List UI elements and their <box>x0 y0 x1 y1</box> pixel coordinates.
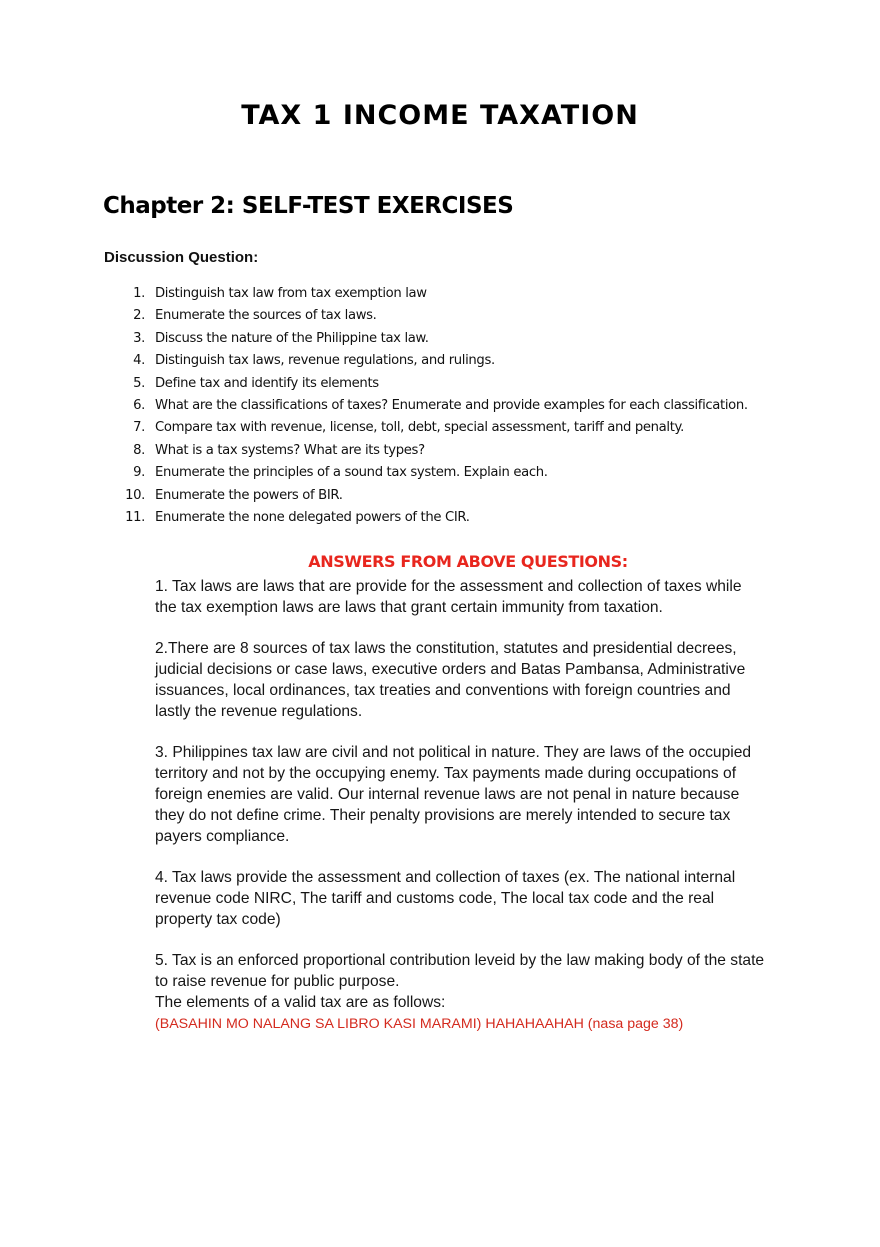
question-text: What is a tax systems? What are its types? <box>155 442 425 458</box>
question-text: Compare tax with revenue, license, toll, debt, special assessment, tariff and penalty. <box>155 420 684 436</box>
answer-paragraph: 4. Tax laws provide the assessment and collection of taxes (ex. The national internal revenue code NIRC, The tariff and customs code, The local tax code and the real property tax code) <box>155 869 736 928</box>
answers-heading: ANSWERS FROM ABOVE QUESTIONS: <box>308 552 628 571</box>
list-number: 11. <box>125 509 145 525</box>
list-item <box>115 305 748 327</box>
answer-paragraph: 5. Tax is an enforced proportional contribution leveid by the law making body of the state to raise revenue for public purpose. The elements of a valid tax are as follows: <box>155 952 765 1011</box>
list-number: 9. <box>133 465 145 481</box>
answer-paragraph: 1. Tax laws are laws that are provide for the assessment and collection of taxes while the tax exemption laws are laws that grant certain immunity from taxation. <box>155 578 742 616</box>
list-item <box>115 462 748 484</box>
list-number: 7. <box>133 420 145 436</box>
answer-paragraph: 3. Philippines tax law are civil and not political in nature. They are laws of the occupied territory and not by the occupying enemy. Tax payments made during occupations of foreign enemies are valid. Our internal revenue laws are not penal in nature because they do not define crime. Their penalty provisions are merely intended to secure tax payers compliance. <box>155 744 752 845</box>
question-text: Distinguish tax law from tax exemption law <box>155 286 427 301</box>
red-note: (BASAHIN MO NALANG SA LIBRO KASI MARAMI) HAHAHAAHAH (nasa page 38) <box>155 1015 684 1032</box>
list-number: 2. <box>133 308 145 324</box>
list-item <box>115 350 748 372</box>
list-item <box>115 328 748 350</box>
question-text: What are the classifications of taxes? Enumerate and provide examples for each classification. <box>155 397 748 413</box>
chapter-title: Chapter 2: SELF-TEST EXERCISES <box>103 193 514 219</box>
list-item <box>115 485 748 507</box>
list-number: 8. <box>133 442 145 458</box>
list-number: 5. <box>133 375 145 391</box>
list-number: 4. <box>133 353 145 369</box>
question-text: Enumerate the none delegated powers of the CIR. <box>155 509 470 525</box>
list-item <box>115 395 748 417</box>
list-item <box>115 440 748 462</box>
list-number: 10. <box>125 487 145 503</box>
answers-section <box>155 577 785 1035</box>
list-item <box>115 373 748 395</box>
question-text: Discuss the nature of the Philippine tax law. <box>155 330 429 346</box>
list-number: 3. <box>133 330 145 346</box>
question-text: Enumerate the principles of a sound tax system. Explain each. <box>155 465 548 481</box>
list-number: 6. <box>133 397 145 413</box>
question-text: Enumerate the powers of BIR. <box>155 487 343 503</box>
list-item <box>115 417 748 439</box>
list-item <box>115 283 748 305</box>
question-list <box>115 283 748 529</box>
answer-paragraph: 2.There are 8 sources of tax laws the constitution, statutes and presidential decrees, judicial decisions or case laws, executive orders and Batas Pambansa, Administrative issuances, local ordinances, tax treaties and conventions with foreign countries and lastly the revenue regulations. <box>155 640 746 720</box>
question-text: Distinguish tax laws, revenue regulations, and rulings. <box>155 353 495 369</box>
list-item <box>115 507 748 529</box>
question-text: Define tax and identify its elements <box>155 375 379 391</box>
question-text: Enumerate the sources of tax laws. <box>155 308 377 324</box>
list-number: 1. <box>133 286 145 301</box>
document-title: TAX 1 INCOME TAXATION <box>241 100 639 131</box>
section-label: Discussion Question: <box>104 249 259 266</box>
